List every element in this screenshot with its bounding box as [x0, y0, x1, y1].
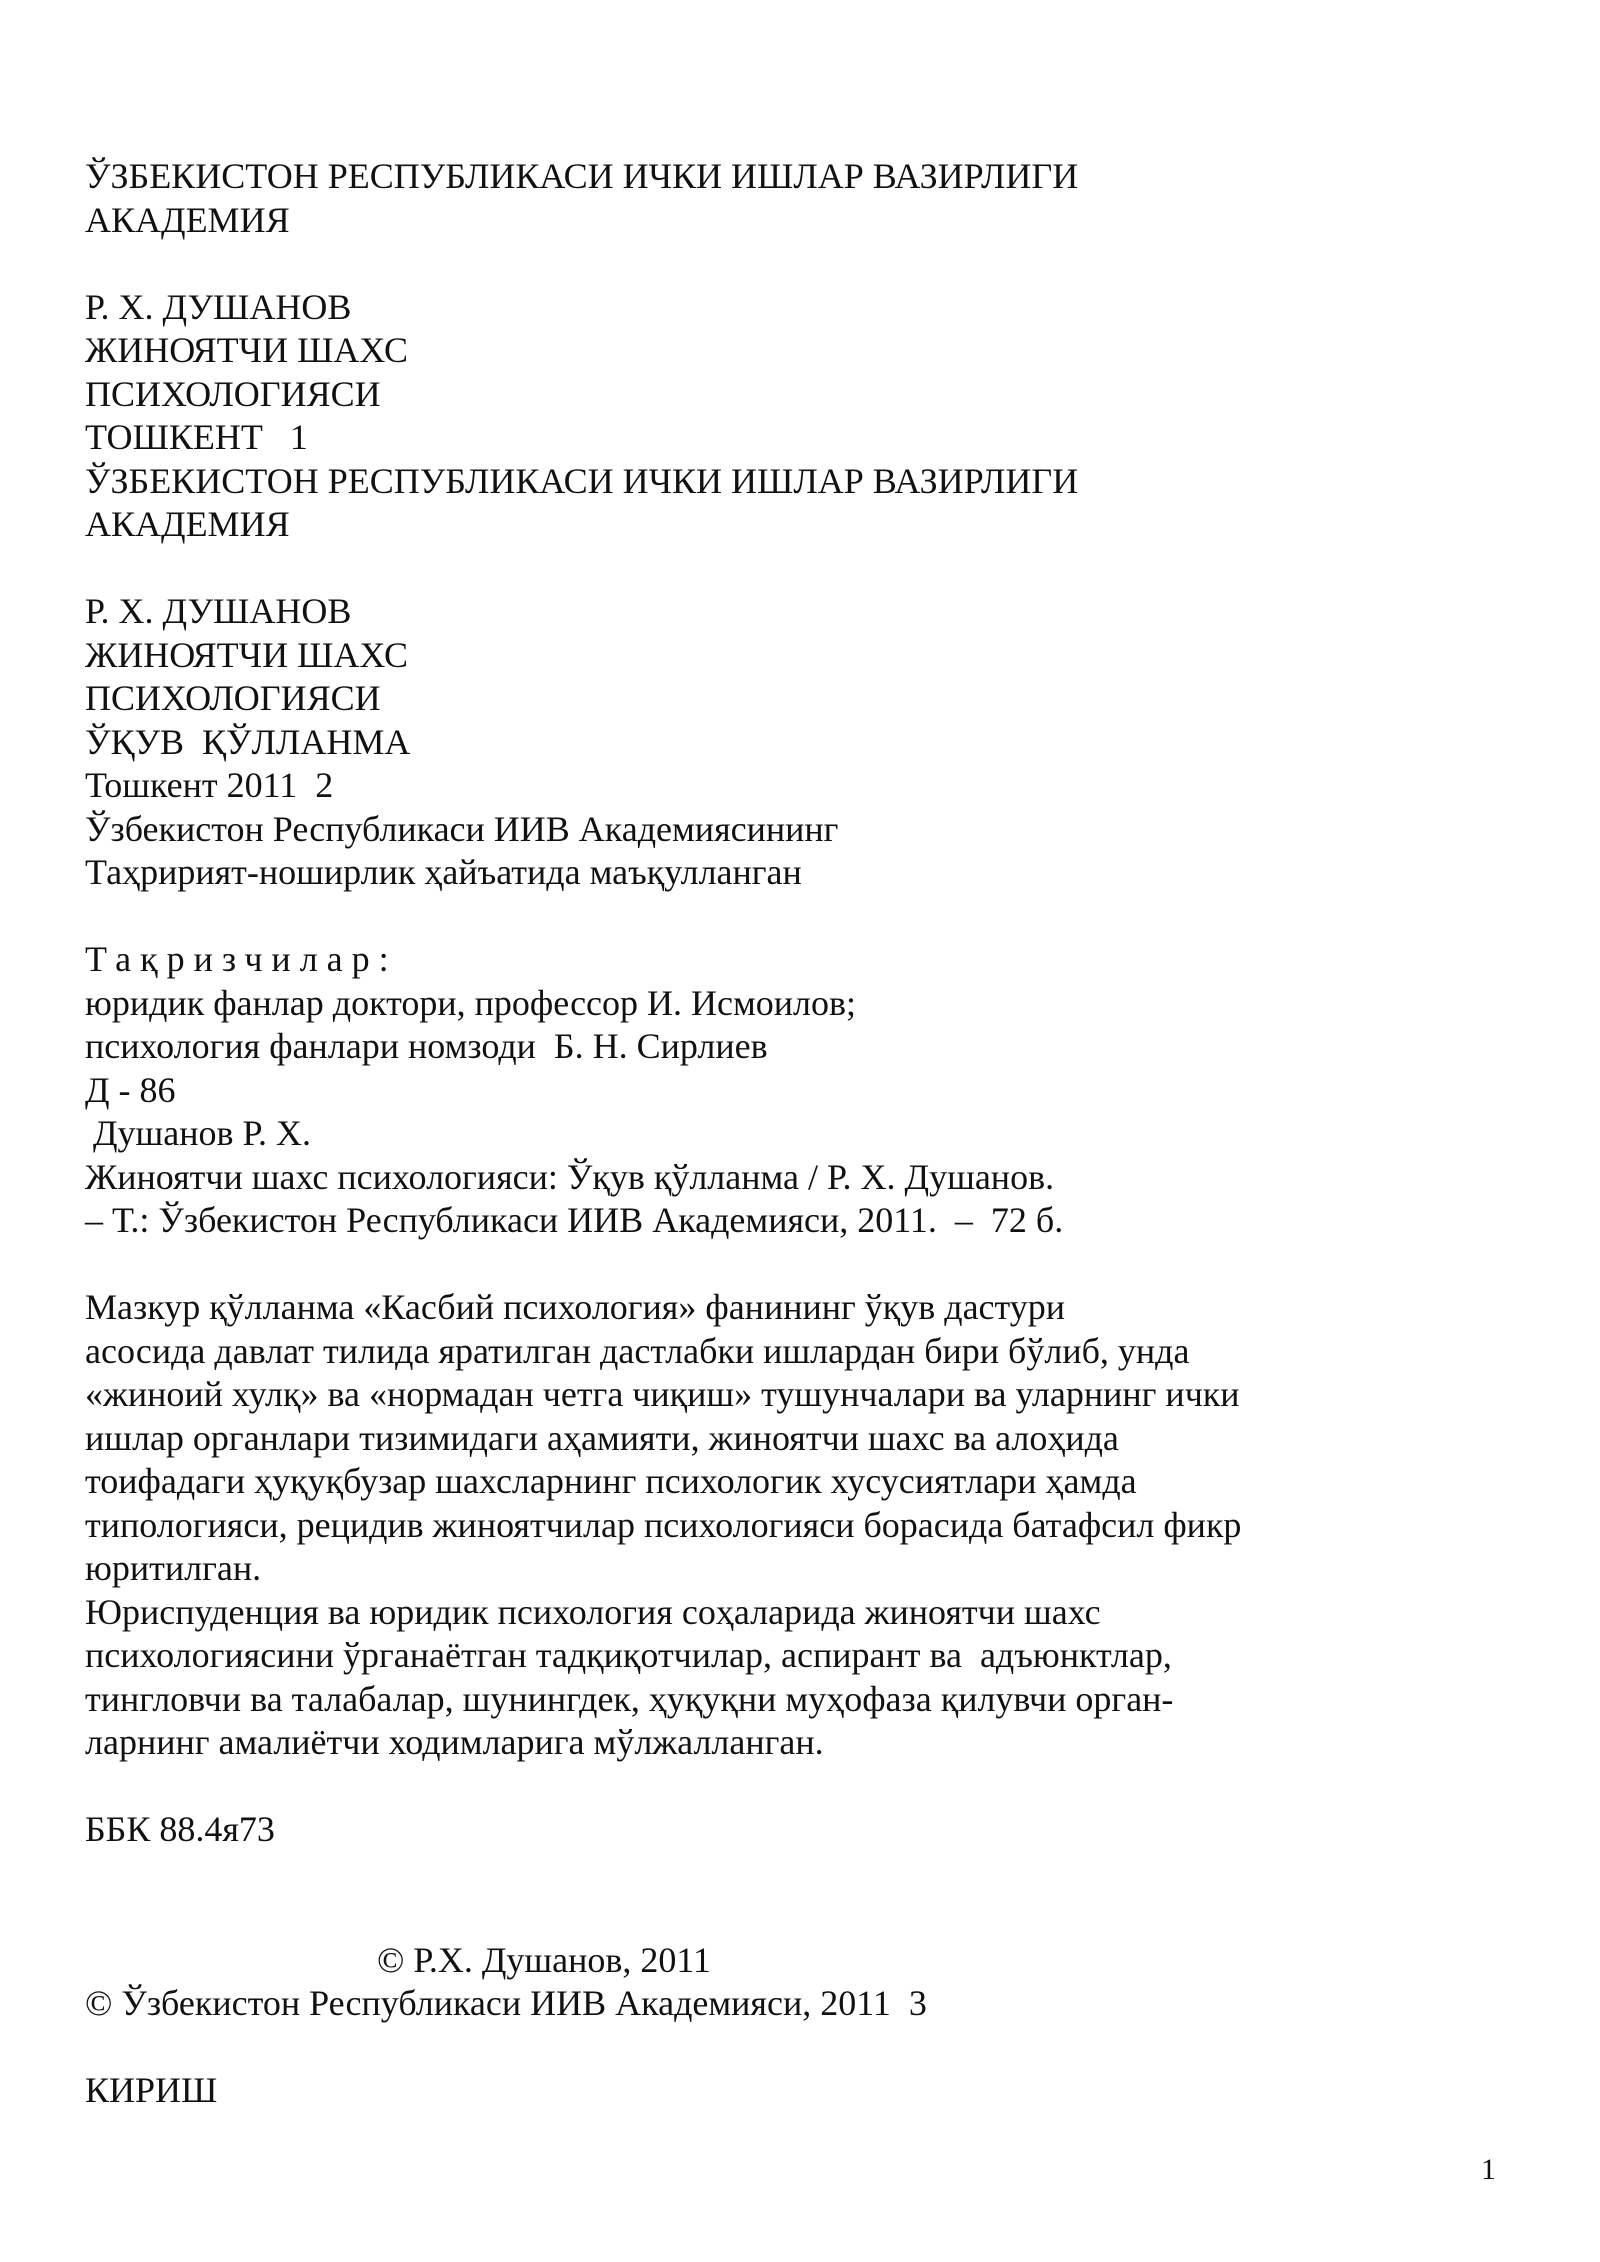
annotation-line-1: Мазкур қўлланма «Касбий психология» фанининг ўқув дастури: [85, 1287, 1066, 1327]
ministry-header-part-1: ЎЗБЕКИСТОН РЕСПУБЛИКАСИ ИЧКИ И: [85, 156, 758, 196]
annotation-line-3: «жиноий хулқ» ва «нормадан четга чиқиш» тушунчалари ва уларнинг ички: [85, 1374, 1240, 1414]
document-body: [85, 155, 1505, 2113]
title-line-1b: ПСИХОЛОГИЯСИ: [85, 373, 381, 414]
page-number: 1: [1481, 2153, 1496, 2186]
author-line-2: Р. Х. ДУШАНОВ: [85, 591, 352, 631]
reviewers-heading: Тақризчилар:: [85, 939, 398, 979]
title-line-2b: ПСИХОЛОГИЯСИ: [85, 678, 381, 718]
annotation-line-9: психологиясини ўрганаётган тадқиқотчилар, аспирант ва адъюнктлар,: [85, 1635, 1172, 1675]
city-year-line: Тошкент 2011 2: [85, 765, 334, 805]
annotation-line-5: тоифадаги ҳуқуқбузар шахсларнинг психологик хусусиятлари ҳамда: [85, 1461, 1137, 1501]
blank-line: [85, 1243, 1505, 1287]
copyright-academy: © Ўзбекистон Республикаси ИИВ Академияси, 2011 3: [85, 1983, 927, 2023]
approval-line-2: Таҳририят-ноширлик ҳайъатида маъқулланган: [85, 852, 802, 892]
introduction-heading: КИРИШ: [85, 2070, 218, 2110]
academy-line-2: АКАДЕМИЯ: [85, 504, 290, 544]
blank-line: [85, 242, 1505, 286]
blank-line: [85, 1895, 1505, 1939]
annotation-line-8: Юриспуденция ва юридик психология соҳаларида жиноятчи шахс: [85, 1591, 1101, 1632]
blank-line: [85, 2026, 1505, 2070]
bibliographic-imprint: – Т.: Ўзбекистон Республикаси ИИВ Академияси, 2011. – 72 б.: [85, 1200, 1064, 1240]
annotation-line-2: асосида давлат тилида яратилган дастлабки ишлардан бири бўлиб, унда: [85, 1330, 1190, 1371]
title-line-2a: ЖИНОЯТЧИ ШАХС: [85, 634, 409, 675]
annotation-line-7: юритилган.: [85, 1548, 262, 1588]
reviewer-1: юридик фанлар доктори, профессор И. Исмоилов;: [85, 982, 857, 1023]
ministry-header-part-2: ШЛАР ВАЗИРЛИГИ: [757, 156, 1079, 196]
reviewer-2: психология фанлари номзоди Б. Н. Сирлиев: [85, 1026, 768, 1066]
classification-code: Д - 86: [85, 1069, 176, 1110]
title-line-1a: ЖИНОЯТЧИ ШАХС: [85, 330, 409, 370]
annotation-line-6: типологияси, рецидив жиноятчилар психологияси борасида батафсил фикр: [85, 1504, 1242, 1545]
publication-type-line: ЎҚУВ ҚЎЛЛАНМА: [85, 721, 411, 762]
approval-line-1: Ўзбекистон Республикаси ИИВ Академиясининг: [85, 808, 839, 849]
blank-line: [85, 547, 1505, 591]
blank-line: [85, 895, 1505, 939]
blank-line: [85, 1852, 1505, 1896]
ministry-header-line-1: [85, 155, 1505, 199]
city-page-line-1: ТОШКЕНТ 1: [85, 417, 308, 457]
annotation-line-10: тингловчи ва талабалар, шунингдек, ҳуқуқни муҳофаза қилувчи орган-: [85, 1678, 1174, 1719]
bibliographic-title: Жиноятчи шахс психологияси: Ўқув қўлланма / Р. Х. Душанов.: [85, 1156, 1055, 1197]
ministry-header-line-2: ЎЗБЕКИСТОН РЕСПУБЛИКАСИ ИЧКИ ИШЛАР ВАЗИРЛИГИ: [85, 460, 1079, 501]
annotation-line-4: ишлар органлари тизимидаги аҳамияти, жиноятчи шахс ва алоҳида: [85, 1417, 1119, 1458]
bibliographic-author: Душанов Р. Х.: [93, 1113, 312, 1153]
bbk-code: ББК 88.4я73: [85, 1809, 275, 1849]
author-line-1: Р. Х. ДУШАНОВ: [85, 286, 352, 327]
annotation-line-11: ларнинг амалиётчи ходимларига мўлжалланган.: [85, 1722, 824, 1762]
copyright-author: © Р.Х. Душанов, 2011: [377, 1939, 712, 1980]
blank-line: [85, 1765, 1505, 1809]
academy-line-1: АКАДЕМИЯ: [85, 199, 290, 240]
